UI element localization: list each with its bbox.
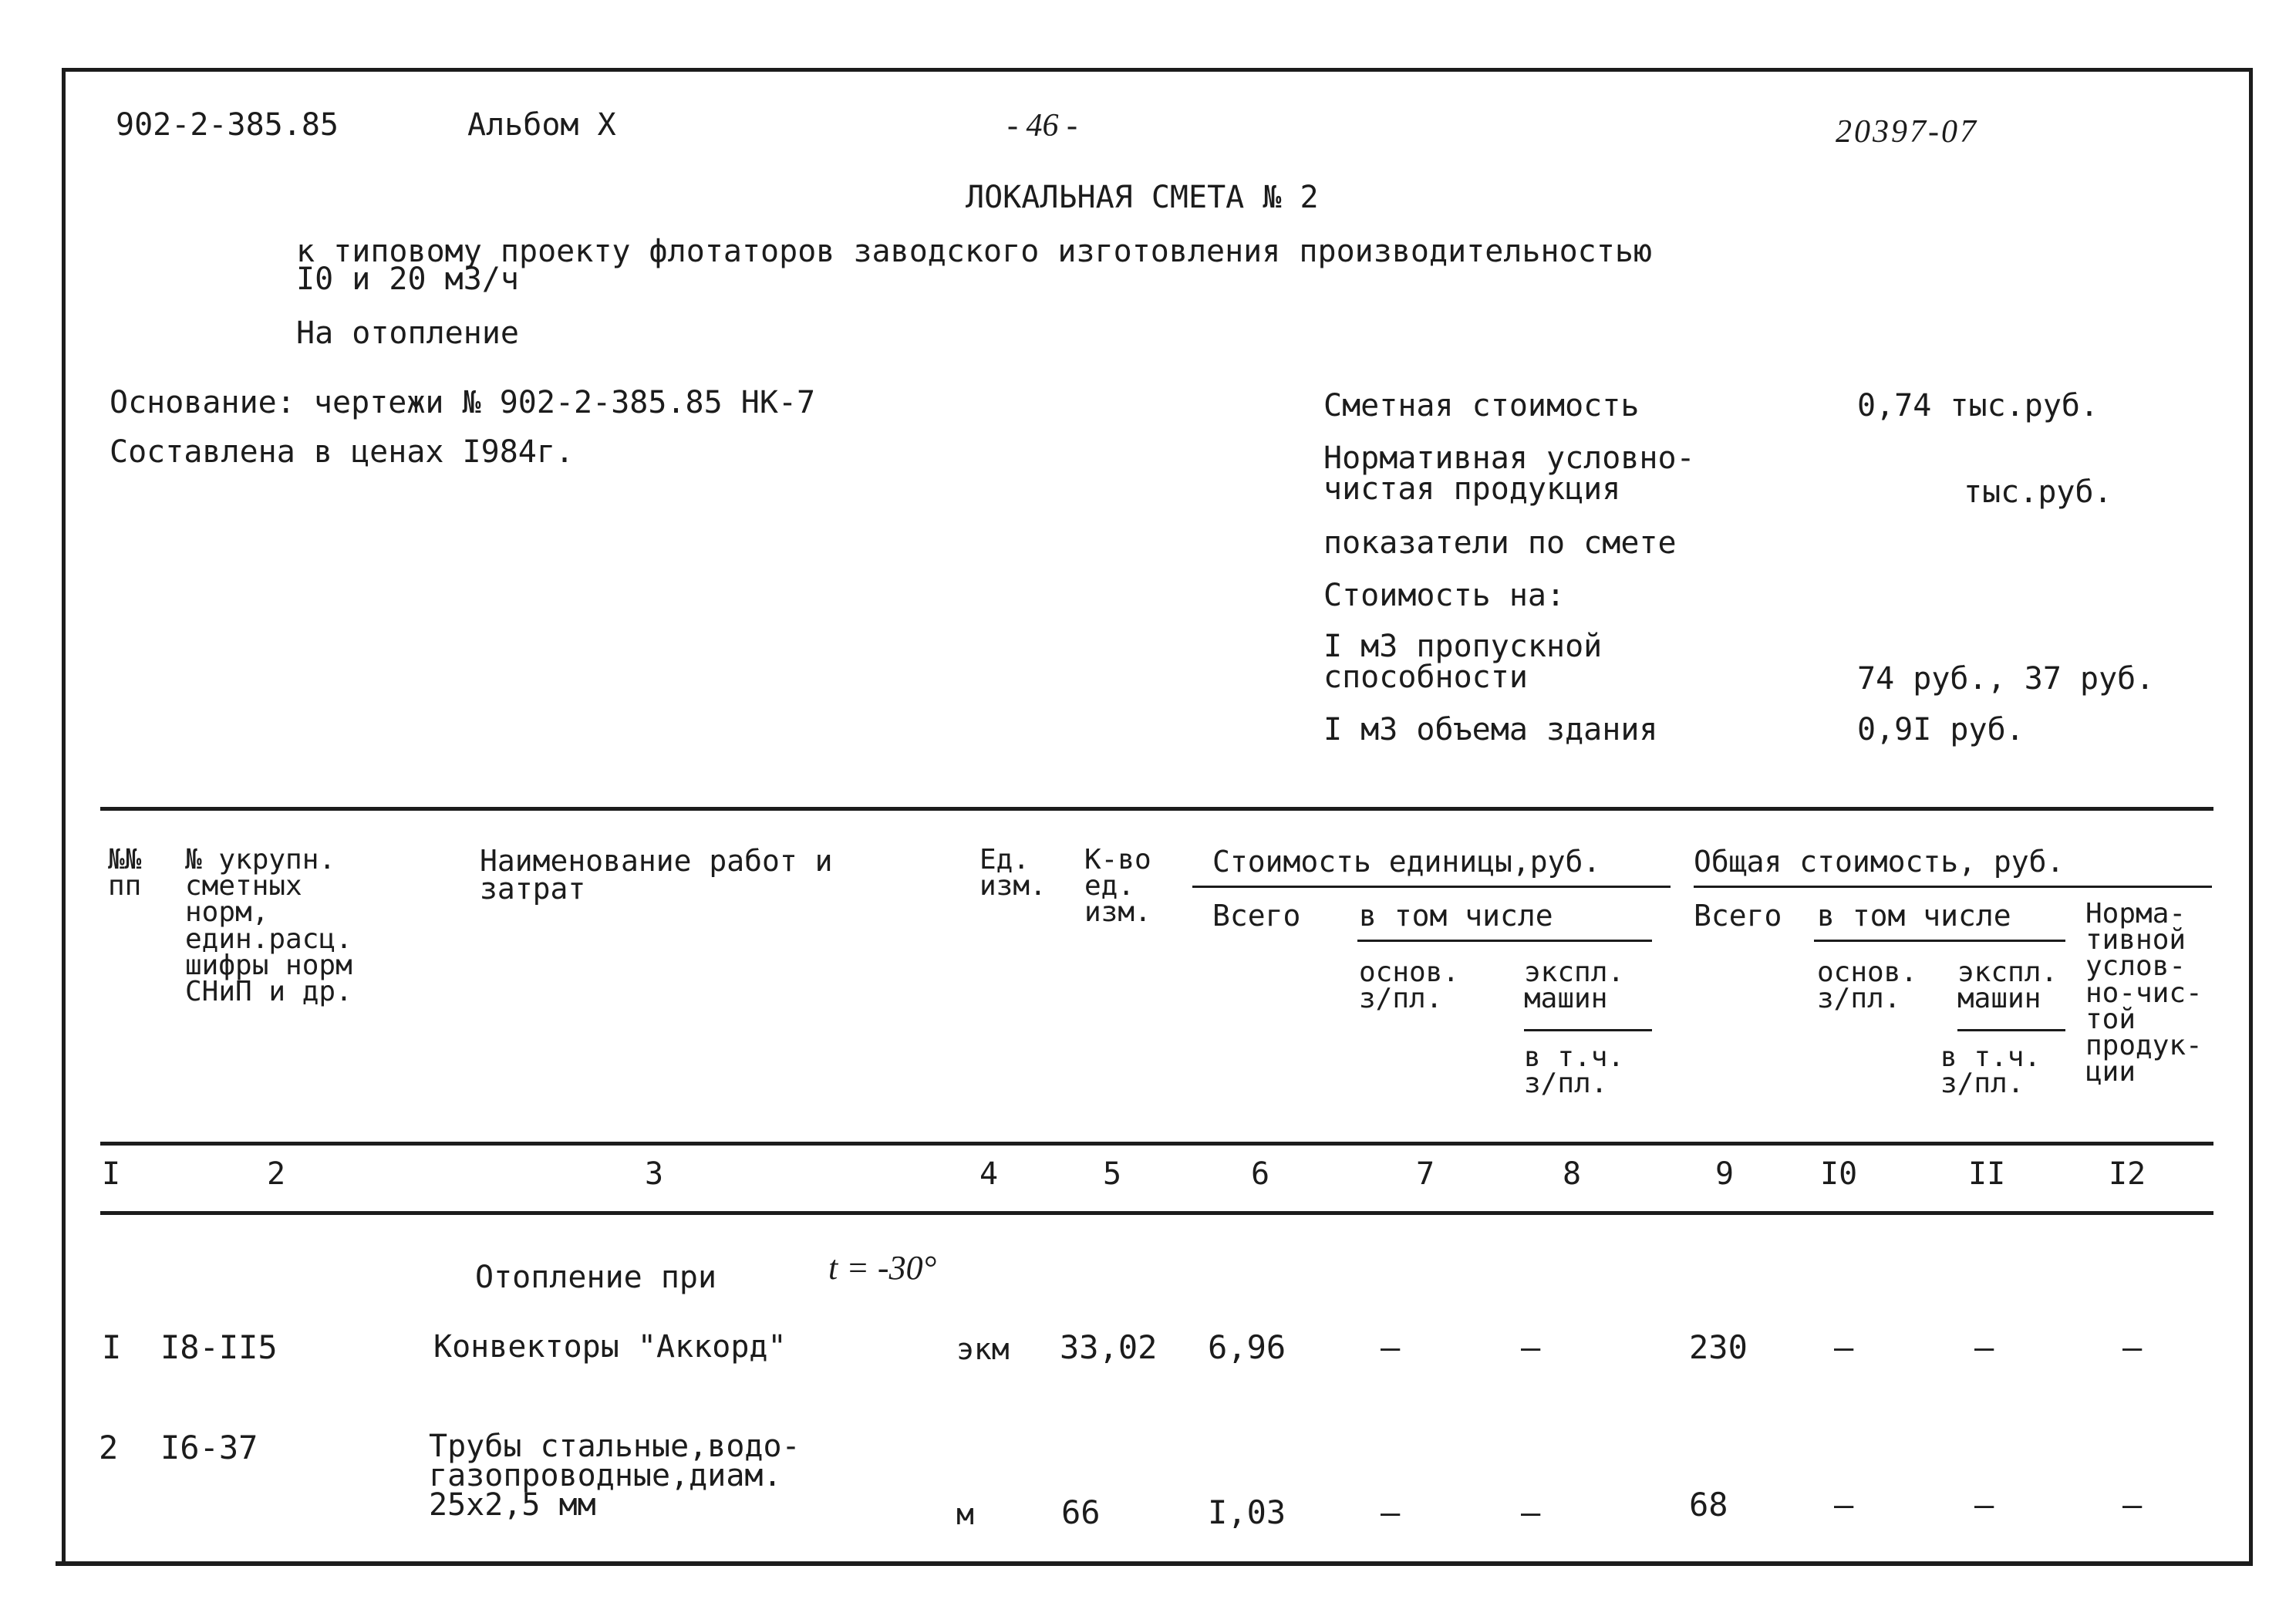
row-number: 2	[99, 1429, 119, 1466]
volume-label: I м3 объема здания	[1323, 712, 1658, 747]
subtitle-line-1: к типовому проекту флотаторов заводского изготовления производительностью	[296, 234, 1652, 269]
frame-right	[2249, 68, 2253, 1566]
row-work-name: Конвекторы "Аккорд"	[433, 1329, 787, 1365]
unit-group-underline	[1192, 886, 1671, 888]
frame-top	[62, 68, 2252, 72]
header-unit-total: Всего	[1212, 899, 1301, 933]
column-number: 2	[267, 1156, 286, 1192]
column-number: 8	[1563, 1156, 1582, 1192]
header-unit-machines-wage: в т.ч. з/пл.	[1524, 1041, 1625, 1100]
header-normative-output: Норма- тивной услов- но-чис- той продук- ции	[2085, 898, 2203, 1088]
row-normative: –	[2122, 1328, 2143, 1366]
normative-unit: тыс.руб.	[1964, 474, 2112, 510]
row-unit-base-wage: –	[1381, 1493, 1401, 1531]
inventory-number: 20397-07	[1836, 114, 1978, 150]
section-condition: t = -30°	[828, 1249, 937, 1287]
header-total-machines-wage: в т.ч. з/пл.	[1940, 1041, 2041, 1100]
header-unit-cost-group: Стоимость единицы,руб.	[1212, 845, 1601, 879]
cost-per-label: Стоимость на:	[1323, 578, 1566, 613]
column-number: 9	[1715, 1156, 1735, 1192]
subtitle-line-2: I0 и 20 м3/ч	[296, 262, 519, 297]
row-unit-base-wage: –	[1381, 1328, 1401, 1366]
header-work-name: Наименование работ и затрат	[480, 844, 833, 906]
header-row-number: №№ пп	[108, 844, 142, 903]
row-unit-machines: –	[1521, 1493, 1541, 1531]
row-unit-machines: –	[1521, 1328, 1541, 1366]
header-unit: Ед. изм.	[979, 844, 1047, 903]
normative-label-2: чистая продукция	[1323, 471, 1621, 507]
header-total-machines: экспл. машин	[1957, 957, 2058, 1015]
normative-label-1: Нормативная условно-	[1323, 440, 1695, 476]
row-total: 68	[1689, 1486, 1728, 1524]
header-total-cost-group: Общая стоимость, руб.	[1694, 845, 2065, 879]
row-unit-total: 6,96	[1208, 1328, 1286, 1366]
header-bottom-rule	[100, 1142, 2213, 1146]
document-title: ЛОКАЛЬНАЯ СМЕТА № 2	[966, 180, 1319, 215]
header-unit-machines: экспл. машин	[1524, 957, 1625, 1015]
section-heading: На отопление	[296, 316, 519, 351]
unit-incl-underline	[1357, 940, 1652, 942]
total-machines-underline	[1957, 1029, 2065, 1031]
capacity-label-1: I м3 пропускной	[1323, 629, 1603, 664]
row-unit-total: I,03	[1208, 1493, 1286, 1531]
column-number: I	[102, 1156, 121, 1192]
header-quantity: К-во ед. изм.	[1084, 844, 1151, 929]
row-number: I	[102, 1328, 122, 1366]
basis-foundation: Основание: чертежи № 902-2-385.85 НК-7	[110, 385, 816, 420]
basis-prices: Составлена в ценах I984г.	[110, 434, 575, 470]
row-normative: –	[2122, 1486, 2143, 1524]
indicators-label: показатели по смете	[1323, 525, 1677, 561]
row-total-machines: –	[1974, 1486, 1994, 1524]
frame-bottom	[56, 1561, 2253, 1566]
column-number: I0	[1820, 1156, 1858, 1192]
column-number: 3	[645, 1156, 664, 1192]
column-number: I2	[2109, 1156, 2146, 1192]
header-total-total: Всего	[1694, 899, 1782, 933]
estimated-cost-value: 0,74 тыс.руб.	[1857, 388, 2099, 423]
header-total-base-wage: основ. з/пл.	[1817, 957, 1918, 1015]
column-number: 5	[1103, 1156, 1122, 1192]
estimated-cost-label: Сметная стоимость	[1323, 388, 1640, 423]
column-number: 6	[1251, 1156, 1270, 1192]
capacity-value: 74 руб., 37 руб.	[1857, 661, 2155, 697]
table-top-rule	[100, 807, 2213, 811]
column-number: 7	[1416, 1156, 1435, 1192]
frame-left	[62, 68, 66, 1566]
header-unit-base-wage: основ. з/пл.	[1359, 957, 1460, 1015]
album-label: Альбом X	[467, 107, 616, 143]
row-quantity: 66	[1061, 1493, 1101, 1531]
column-numbers-rule	[100, 1211, 2213, 1215]
row-total-base-wage: –	[1834, 1328, 1854, 1366]
row-total-base-wage: –	[1834, 1486, 1854, 1524]
row-unit: м	[956, 1497, 974, 1531]
total-incl-underline	[1814, 940, 2065, 942]
header-norm-code: № укрупн. сметных норм, един.расц. шифры норм СНиП и др.	[185, 844, 352, 1007]
column-number: 4	[979, 1156, 999, 1192]
row-norm-code: I6-37	[160, 1429, 258, 1466]
column-number: II	[1968, 1156, 2006, 1192]
total-group-underline	[1694, 886, 2212, 888]
header-unit-incl: в том числе	[1359, 899, 1553, 933]
row-total-machines: –	[1974, 1328, 1994, 1366]
row-work-name: Трубы стальные,водо- газопроводные,диам. 25х2,5 мм	[429, 1429, 801, 1523]
row-quantity: 33,02	[1060, 1328, 1158, 1366]
volume-value: 0,9I руб.	[1857, 712, 2025, 747]
doc-code: 902-2-385.85	[116, 107, 339, 143]
row-total: 230	[1689, 1328, 1748, 1366]
row-unit: экм	[956, 1332, 1010, 1366]
capacity-label-2: способности	[1323, 660, 1528, 695]
row-norm-code: I8-II5	[160, 1328, 278, 1366]
section-title: Отопление при	[475, 1260, 717, 1295]
page-number: - 46 -	[1007, 108, 1077, 143]
unit-machines-underline	[1524, 1029, 1652, 1031]
header-total-incl: в том числе	[1817, 899, 2011, 933]
